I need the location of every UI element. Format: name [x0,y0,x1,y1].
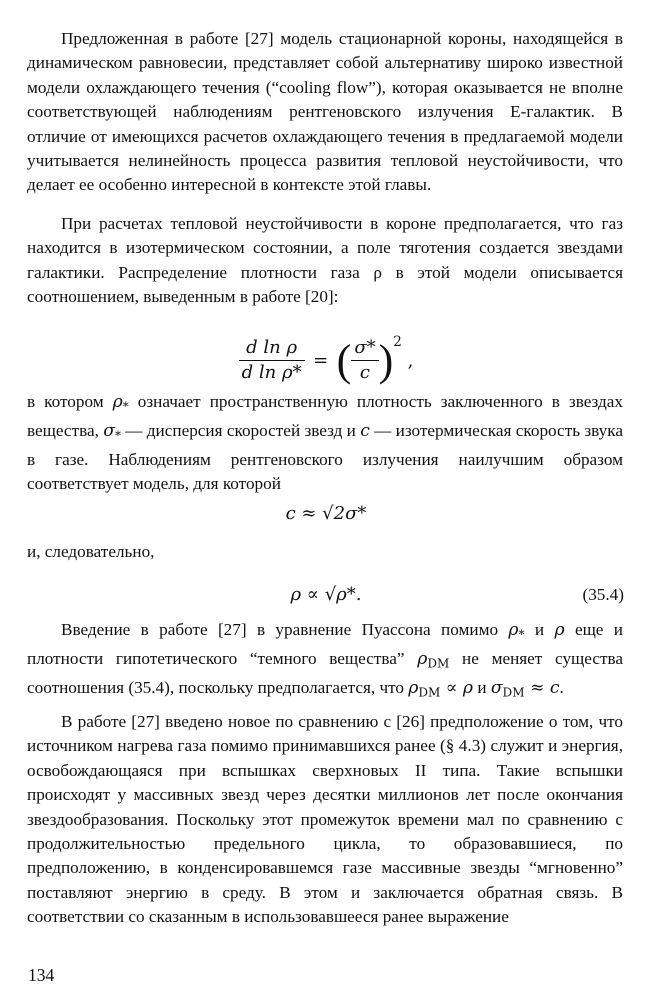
equals-sign: = [313,350,329,372]
right-paren: ) [378,335,394,385]
sigma-numerator: σ* [351,336,378,361]
paragraph-4: и, следовательно, [27,542,155,561]
equation-number: (35.4) [582,585,624,604]
paragraph-2: При расчетах тепловой неустойчивости в короне предполагается, что газ находится в изотермическом состоянии, а поле тяготения создается звездами галактики. Распределение плотности газа ρ в этой модели описывается соотношением, выведенным в работе [20]: [27,214,623,307]
c-denominator: c [359,362,371,384]
fraction-denominator: d ln ρ* [241,362,302,384]
paragraph-1: Предложенная в работе [27] модель стационарной короны, находящейся в динамическом равновесии, представляет собой альтернативу широко известной модели охлаждающего течения (“cooling flow”), которая оказывается не вполне соответствующей наблюдениям рентгеновского излучения E-галактик. В отличие от имеющихся расчетов охлаждающего течения в предлагаемой модели учитывается нелинейность процесса развития тепловой неустойчивости, что делает ее особенно интересной в контексте этой главы. [27,29,623,195]
equation-density-gradient: $\frac{\text{d ln ρ}}{\text{d ln ρ*}}$ = ( $\frac{\sigma*}{c}$ )$^2$ , [0,334,652,385]
fraction-dln [239,336,305,385]
paragraph-5: Введение в работе [27] в уравнение Пуассона помимо $\rho_*$ и ρ еще и плотности гипотетического “темного вещества” $\rho_{DM}$ не меняет существа соотношения (35.4), поскольку предполагается, что $\rho_{DM} \propto \rho$ и $\sigma_{DM} \approx c$. [27,620,623,700]
page-number: 134 [28,965,55,985]
fraction-sigma-c [351,336,378,385]
paragraph-6: В работе [27] введено новое по сравнению с [26] предположение о том, что источником нагрева газа помимо принимавшихся ранее (§ 4.3) служит и энергия, освобождающаяся при вспышках сверхновых II типа. Такие вспышки происходят у массивных звезд через десятки миллионов лет после окончания звездообразования. Поскольку этот промежуток времени мал по сравнению с продолжительностью предельного цикла, то образовавшиеся, по предположению, в конденсировавшемся газе массивные звезды “мгновенно” поставляют энергию в среду. В этом и заключается обратная связь. В соответствии со сказанным в использовавшееся ранее выражение [27,712,623,927]
power-2: 2 [393,334,402,350]
left-paren: ( [336,335,352,385]
fraction-numerator: d ln ρ [239,336,305,361]
equation-35-4: ρ ∝ √ρ*. [290,584,362,605]
paragraph-3: в котором $\rho_*$ означает пространственную плотность заключенного в звездах вещества, $\sigma_*$ — дисперсия скоростей звезд и c — изотермическая скорость звука в газе. Наблюдениям рентгеновского излучения наилучшим образом соответствует модель, для которой [27,392,623,494]
equation-sound-speed: c ≈ √2σ* [285,503,367,524]
